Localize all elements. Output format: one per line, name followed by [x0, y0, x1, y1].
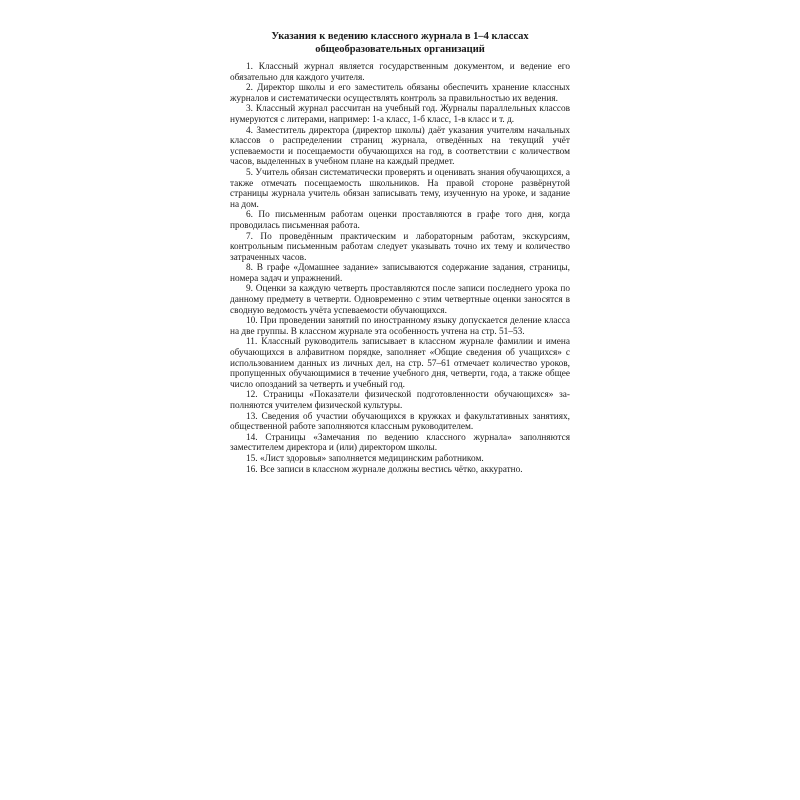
instruction-item: 5. Учитель обязан систематически проверять и оценивать знания обучающихся, а также отмечать посещаемость школьников. На правой стороне развёрнутой страницы журнала учитель обязан записывать тему, изученную на уроке, и задание на дом.	[230, 167, 570, 210]
instruction-item: 3. Классный журнал рассчитан на учебный год. Журналы параллельных классов нумеруются с литерами, например: 1-а класс, 1-б класс, 1-в класс и т. д.	[230, 104, 570, 125]
instruction-item: 1. Классный журнал является государственным документом, и ведение его обязательно для каждого учителя.	[230, 62, 570, 83]
instruction-item: 10. При проведении занятий по иностранному языку допускается деление класса на две группы. В классном журнале эта особенность учтена на стр. 51–53.	[230, 316, 570, 337]
instruction-item: 8. В графе «Домашнее задание» записываются содержание задания, страницы, номера задач и упражнений.	[230, 263, 570, 284]
instruction-item: 7. По проведённым практическим и лабораторным работам, экскурсиям, контрольным письменным работам следует указывать точно их тему и количество затраченных часов.	[230, 231, 570, 263]
document-title-line: Указания к ведению классного журнала в 1–4 классах	[271, 31, 529, 42]
instruction-item: 11. Классный руководитель записывает в классном журнале фамилии и имена обучающихся в алфавитном порядке, заполняет «Общие сведения об учащихся» с использованием данных из личных дел, на стр. 57–61 отмечает количество уроков, пропущенных обучающимися в течение учебного дня, четверти, года, а также общее число опозданий за четверть и учебный год.	[230, 337, 570, 390]
document-body	[230, 30, 570, 475]
instruction-item: 6. По письменным работам оценки проставляются в графе того дня, когда проводилась письменная работа.	[230, 210, 570, 231]
instruction-list	[230, 62, 570, 475]
instruction-item: 13. Сведения об участии обучающихся в кружках и факультативных занятиях, общественной работе заполняются классным руководителем.	[230, 411, 570, 433]
instruction-item: 9. Оценки за каждую четверть проставляются после записи последнего урока по данному предмету в четверти. Одновременно с этим четвертные оценки заносятся в сводную ведомость учёта успеваемости обучающихся.	[230, 284, 570, 316]
instruction-item: 4. Заместитель директора (директор школы) даёт указания учителям начальных классов о распределении страниц журнала, отведённых на текущий учёт успеваемости и посещаемости обучающихся на год, в соответствии с количеством часов, выделенных в учебном плане на каждый предмет.	[230, 125, 570, 168]
instruction-item: 16. Все записи в классном журнале должны вестись чётко, аккуратно.	[246, 464, 523, 475]
document-title-line: общеобразовательных организаций	[315, 44, 485, 55]
document-title	[230, 30, 570, 56]
instruction-item: 2. Директор школы и его заместитель обязаны обеспечить хранение классных журналов и систематически осуществлять контроль за правильностью их ведения.	[230, 83, 570, 104]
instruction-item: 14. Страницы «Замечания по ведению классного журнала» заполняются заместителем директора и (или) директором школы.	[230, 432, 570, 454]
instruction-item: 15. «Лист здоровья» заполняется медицинским работником.	[246, 453, 484, 464]
instruction-item: 12. Страницы «Показатели физической подготовленности обучающихся» заполняются учителем физической культуры.	[230, 390, 570, 411]
